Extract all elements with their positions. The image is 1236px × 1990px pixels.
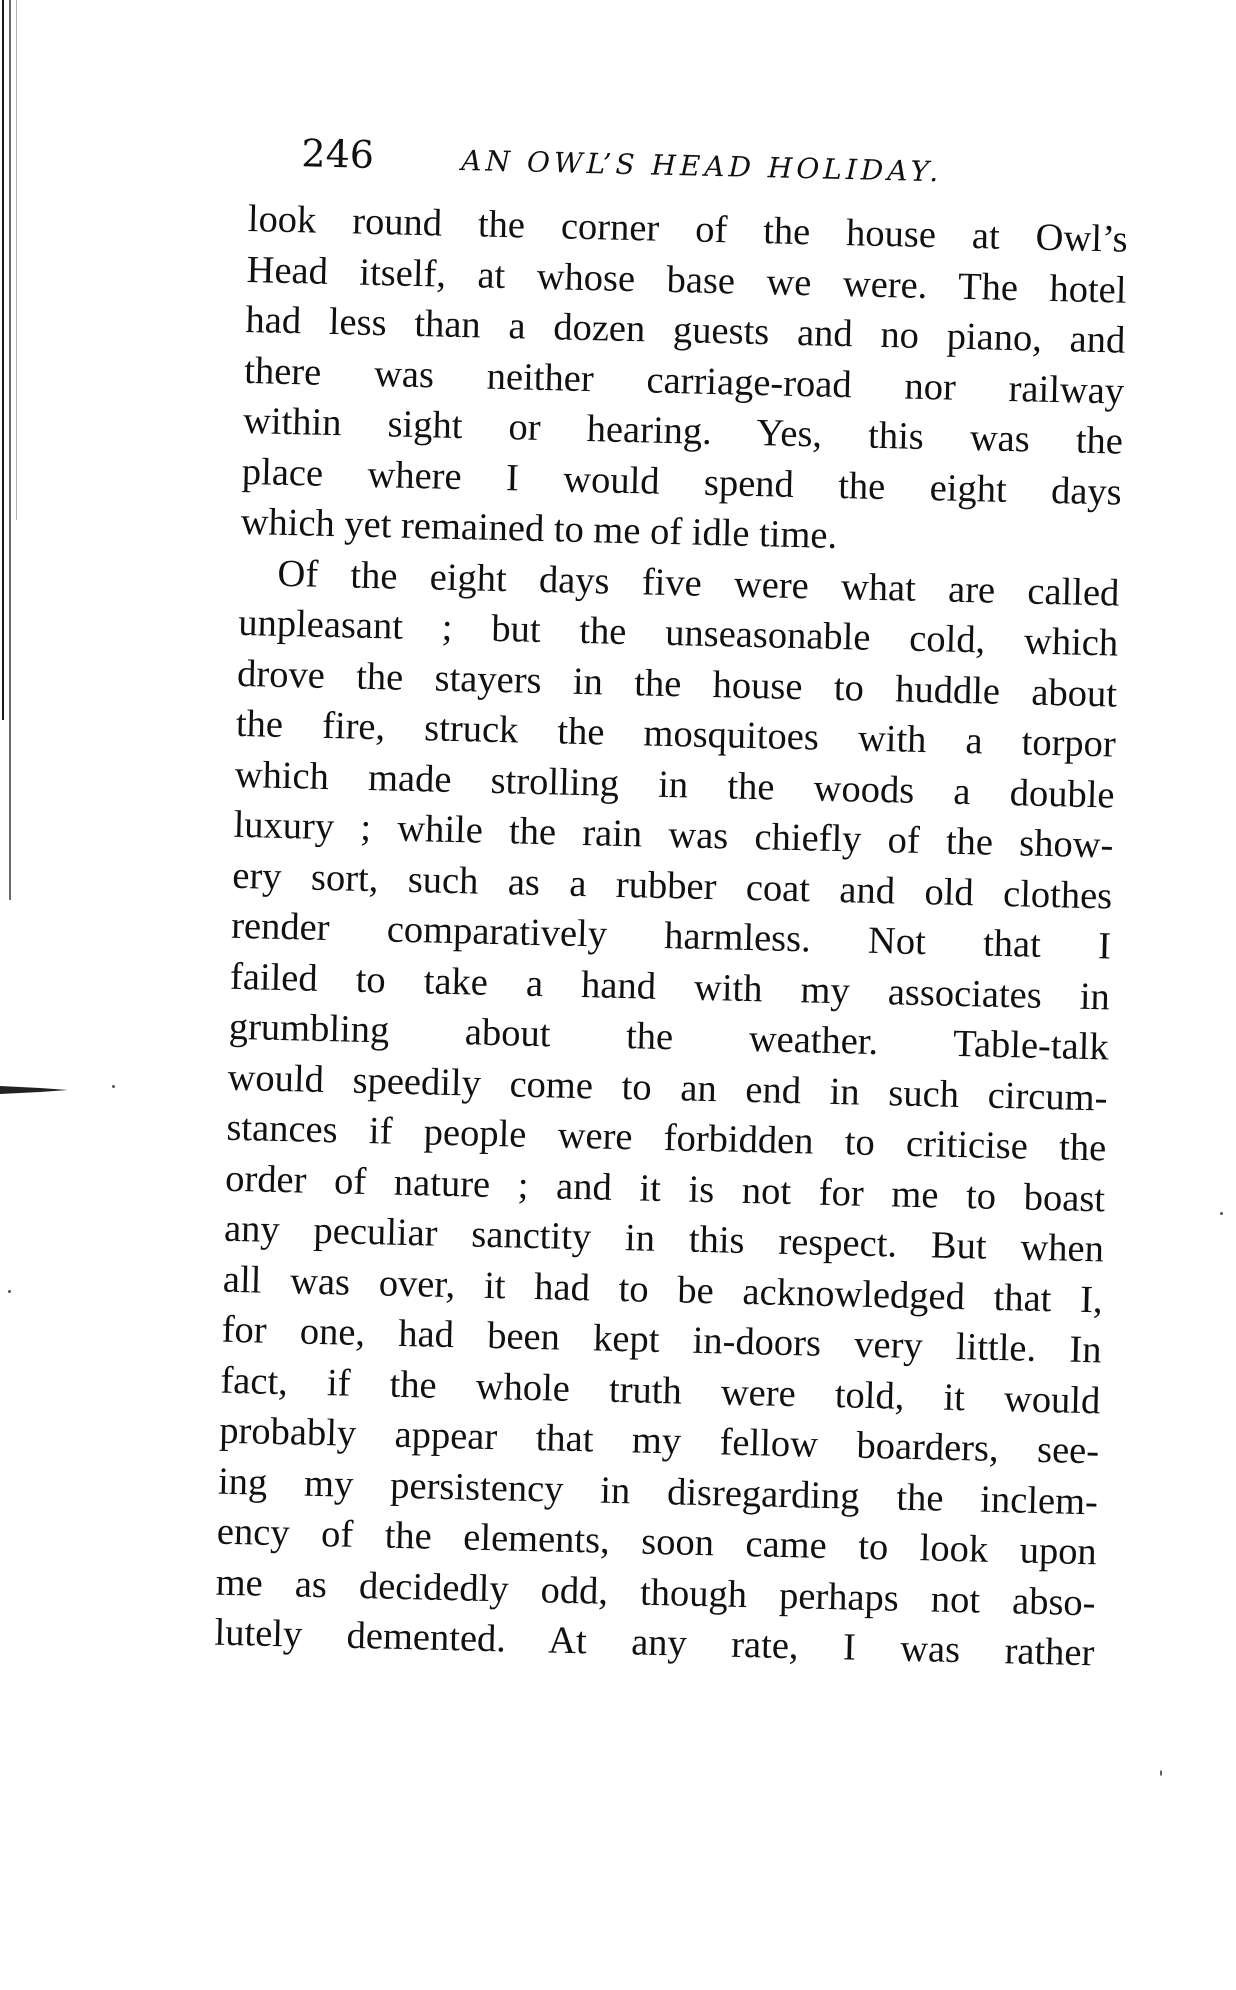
text-line: all was over, it had to be acknowledged that I, bbox=[222, 1258, 1104, 1321]
text-line: for one, had been kept in-doors very little. In bbox=[221, 1308, 1102, 1372]
text-line: which made strolling in the woods a double bbox=[234, 753, 1116, 817]
text-line: would speedily come to an end in such circum- bbox=[227, 1056, 1108, 1119]
binding-rule bbox=[16, 0, 17, 520]
running-head: AN OWL’S HEAD HOLIDAY. bbox=[460, 143, 943, 189]
text-line: me as decidedly odd, though perhaps not abso- bbox=[215, 1561, 1097, 1624]
page-number: 246 bbox=[300, 131, 375, 177]
text-line: drove the stayers in the house to huddle about bbox=[236, 652, 1118, 716]
text-line: ing my persistency in disregarding the inclem- bbox=[217, 1460, 1099, 1523]
speck bbox=[1160, 1770, 1162, 1776]
body-text bbox=[214, 194, 1188, 1680]
speck bbox=[112, 1085, 115, 1088]
text-line: the fire, struck the mosquitoes with a torpor bbox=[235, 702, 1117, 766]
text-line: Head itself, at whose base we were. The hotel bbox=[246, 248, 1127, 312]
text-line: lutely demented. At any rate, I was rather bbox=[214, 1611, 1095, 1675]
text-line: which yet remained to me of idle time. bbox=[240, 500, 838, 557]
binding-rule bbox=[2, 0, 4, 720]
binding-rule bbox=[9, 0, 11, 900]
text-line: render comparatively harmless. Not that I bbox=[230, 904, 1112, 968]
speck bbox=[8, 1290, 11, 1293]
book-page bbox=[214, 130, 1190, 1680]
text-line: probably appear that my fellow boarders, see- bbox=[218, 1409, 1100, 1473]
speck bbox=[1220, 1212, 1223, 1215]
text-line: ery sort, such as a rubber coat and old clothes bbox=[231, 854, 1113, 918]
text-line: fact, if the whole truth were told, it would bbox=[220, 1359, 1101, 1422]
text-line: there was neither carriage-road nor railway bbox=[243, 349, 1125, 413]
text-line: grumbling about the weather. Table-talk bbox=[228, 1005, 1110, 1069]
text-line: order of nature ; and it is not for me to boast bbox=[224, 1157, 1106, 1220]
text-line: place where I would spend the eight days bbox=[241, 450, 1123, 514]
text-line: look round the corner of the house at Owl’s bbox=[247, 197, 1129, 261]
text-line: luxury ; while the rain was chiefly of the show- bbox=[233, 803, 1114, 867]
text-line: ency of the elements, soon came to look upon bbox=[216, 1510, 1098, 1574]
text-line: any peculiar sanctity in this respect. But when bbox=[223, 1207, 1105, 1271]
binding-edge bbox=[0, 0, 22, 1990]
text-line: within sight or hearing. Yes, this was the bbox=[242, 399, 1124, 463]
ink-smudge bbox=[0, 1080, 70, 1098]
text-line: unpleasant ; but the unseasonable cold, which bbox=[237, 601, 1119, 665]
text-line: had less than a dozen guests and no piano, and bbox=[245, 298, 1126, 362]
text-line: stances if people were forbidden to criticise the bbox=[225, 1106, 1107, 1170]
text-line: Of the eight days five were what are called bbox=[277, 552, 1120, 615]
text-line: failed to take a hand with my associates in bbox=[229, 955, 1111, 1018]
